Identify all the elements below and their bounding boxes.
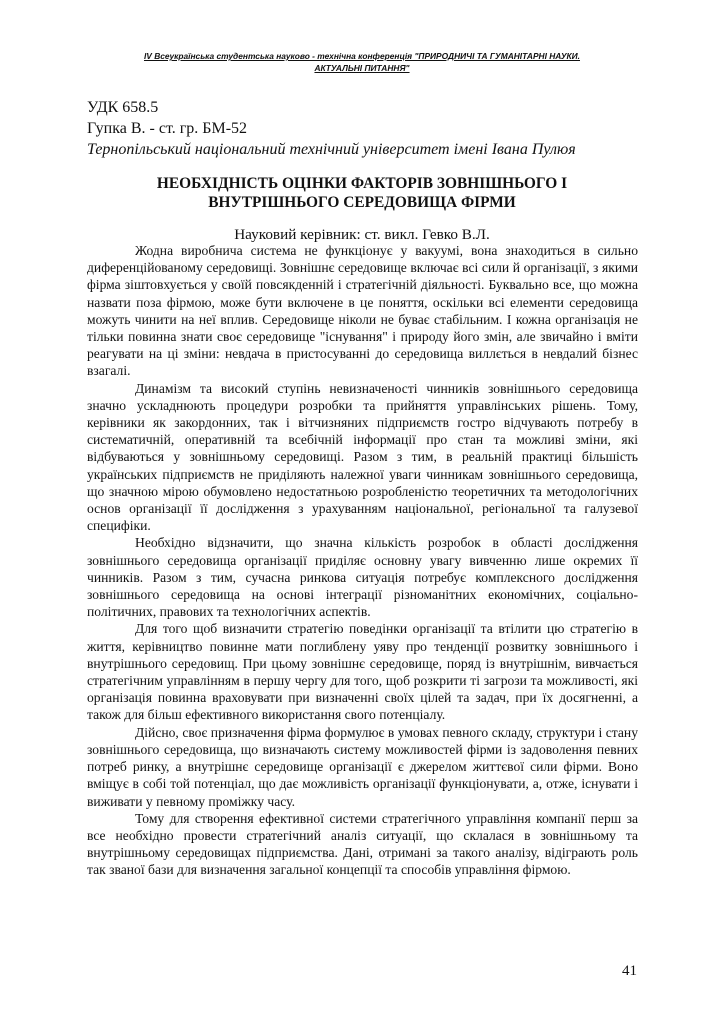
paragraph-2: Динамізм та високий ступінь невизначеності чинників зовнішнього середовища значно ускладнюють процедури розробки та прийняття управлінських рішень. Тому, керівники як закордонних, так і вітчизняних підприємств гостро відчувають потребу в систематичній, оперативній та всебічній інформації про стан та можливі зміни, які відбуваються у зовнішньому середовищі. Разом з тим, в реальній практиці більшість українських підприємств не приділяють належної уваги чинникам зовнішнього середовища, що значною мірою обумовлено недостатньою розробленістю теоретичних та методологічних основ організації її дослідження з урахуванням національної, регіональної та галузевої специфіки.: [87, 380, 638, 534]
paragraph-6: Тому для створення ефективної системи стратегічного управління компанії перш за все необхідно провести стратегічний аналіз ситуації, що склалася в зовнішньому та внутрішньому середовищах підприємства. Дані, отримані за такого аналізу, відіграють роль так званої бази для визначення загальної концепції та способів управління фірмою.: [87, 810, 638, 878]
university-name: Тернопільський національний технічний університет імені Івана Пулюя: [87, 141, 576, 158]
udk-code: УДК 658.5: [87, 99, 159, 116]
conference-header-line-1: IV Всеукраїнська студентська науково - технічна конференція "ПРИРОДНИЧІ ТА ГУМАНІТАРНІ НАУКИ.: [143, 51, 580, 61]
article-title-line-2: ВНУТРІШНЬОГО СЕРЕДОВИЩА ФІРМИ: [208, 194, 516, 211]
article-body: [87, 242, 638, 879]
article-title-line-1: НЕОБХІДНІСТЬ ОЦІНКИ ФАКТОРІВ ЗОВНІШНЬОГО І: [156, 175, 568, 192]
paragraph-1: Жодна виробнича система не функціонує у вакуумі, вона знаходиться в сильно диференційованому середовищі. Зовнішнє середовище включає всі сили й організації, з якими фірма зіштовхується у своїй повсякденній і стратегічній діяльності. Буквально все, що можна назвати поза фірмою, може бути включене в це поняття, оскільки всі елементи середовища можуть чинити на неї вплив. Середовище ніколи не буває стабільним. І кожна організація не тільки повинна знати своє середовище "існування" і природу його змін, але звичайно і вміти реагувати на ці зміни: невдача в пристосуванні до середовища виллється в невдалий бізнес взагалі.: [87, 243, 638, 379]
paragraph-4: Для того щоб визначити стратегію поведінки організації та втілити цю стратегію в життя, керівництво повинне мати поглиблену уяву про тенденції розвитку зовнішнього і внутрішнього середовищ. При цьому зовнішнє середовище, поряд із внутрішнім, вивчається стратегічним управлінням в першу чергу для того, щоб розкрити ті загрози та можливості, які організація повинна враховувати при визначенні своїх цілей та задач, при їх досягненні, а також для більш ефективного використання свого потенціалу.: [87, 621, 638, 723]
paragraph-5: Дійсно, своє призначення фірма формулює в умовах певного складу, структури і стану зовнішнього середовища, що визначають систему можливостей фірми із задоволення певних потреб ринку, а внутрішнє середовище організації є джерелом життєвої сили фірми. Воно вміщує в собі той потенціал, що дає можливість організації функціонувати, а, отже, існувати і виживати у певному проміжку часу.: [87, 724, 638, 809]
scientific-supervisor: Науковий керівник: ст. викл. Гевко В.Л.: [234, 226, 490, 243]
conference-header: [100, 50, 624, 74]
article-title: [87, 174, 637, 212]
page-number: 41: [622, 963, 637, 979]
author-line: Гупка В. - ст. гр. БМ-52: [87, 120, 248, 137]
article-meta: [87, 97, 647, 160]
conference-header-line-2: АКТУАЛЬНІ ПИТАННЯ": [314, 63, 410, 73]
paragraph-3: Необхідно відзначити, що значна кількість розробок в області дослідження зовнішнього середовища організації приділяє основну увагу вивченню лише окремих її чинників. Разом з тим, сучасна ринкова ситуація потребує комплексного дослідження зовнішнього середовища на основі інтеграції різноманітних економічних, соціально-політичних, правових та технологічних аспектів.: [87, 535, 638, 620]
